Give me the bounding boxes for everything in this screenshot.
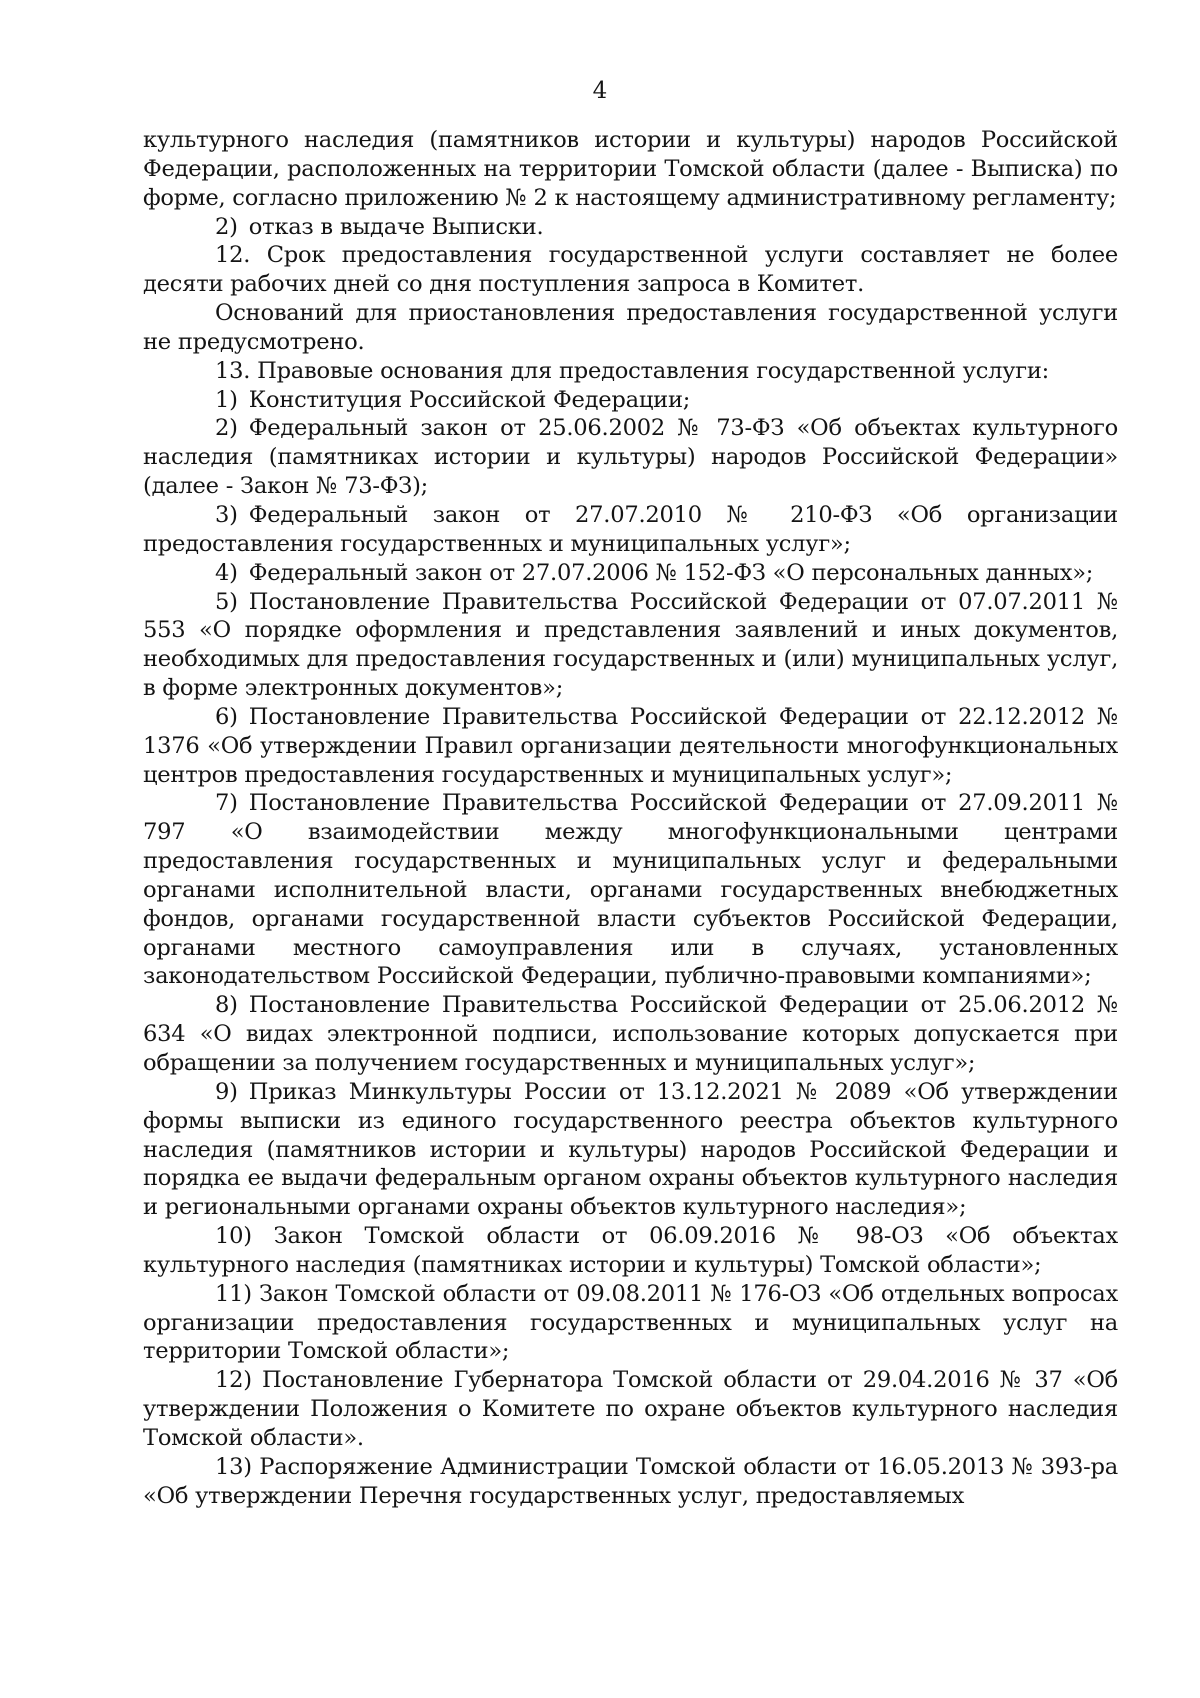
- paragraph: 1) Конституция Российской Федерации;: [215, 386, 691, 413]
- paragraph: 13) Распоряжение Администрации Томской области от 16.05.2013 № 393-ра «Об утверждении Перечня государственных услуг, предоставляемых: [143, 1453, 1118, 1509]
- paragraph: культурного наследия (памятников истории и культуры) народов Российской Федерации, расположенных на территории Томской области (далее - Выписка) по форме, согласно приложению № 2 к настоящему административному регламенту;: [143, 127, 1118, 211]
- paragraph: 2) Федеральный закон от 25.06.2002 № 73-ФЗ «Об объектах культурного наследия (памятниках истории и культуры) народов Российской Федерации» (далее - Закон № 73-ФЗ);: [143, 415, 1118, 500]
- paragraph: 12) Постановление Губернатора Томской области от 29.04.2016 № 37 «Об утверждении Положения о Комитете по охране объектов культурного наследия Томской области».: [143, 1367, 1118, 1451]
- paragraph: 12. Срок предоставления государственной услуги составляет не более десяти рабочих дней со дня поступления запроса в Комитет.: [143, 242, 1118, 298]
- paragraph: 13. Правовые основания для предоставления государственной услуги:: [215, 357, 1050, 384]
- paragraph: 8) Постановление Правительства Российской Федерации от 25.06.2012 № 634 «О видах электронной подписи, использование которых допускается при обращении за получением государственных и муниципальных услуг»;: [143, 992, 1118, 1076]
- paragraph: Оснований для приостановления предоставления государственной услуги не предусмотрено.: [143, 300, 1118, 355]
- paragraph: 3) Федеральный закон от 27.07.2010 № 210-ФЗ «Об организации предоставления государственных и муниципальных услуг»;: [143, 501, 1118, 557]
- paragraph: 5) Постановление Правительства Российской Федерации от 07.07.2011 № 553 «О порядке оформления и представления заявлений и иных документов, необходимых для предоставления государственных и (или) муниципальных услуг, в форме электронных документов»;: [143, 588, 1118, 702]
- paragraph: 6) Постановление Правительства Российской Федерации от 22.12.2012 № 1376 «Об утверждении Правил организации деятельности многофункциональных центров предоставления государственных и муниципальных услуг»;: [143, 703, 1118, 788]
- paragraph: 2) отказ в выдаче Выписки.: [215, 213, 544, 240]
- document-body: [143, 126, 1118, 1511]
- paragraph: 7) Постановление Правительства Российской Федерации от 27.09.2011 № 797 «О взаимодействии между многофункциональными центрами предоставления государственных и муниципальных услуг и федеральными органами исполнительной власти, органами государственных внебюджетных фондов, органами государственной власти субъектов Российской Федерации, органами местного самоуправления или в случаях, установленных законодательством Российской Федерации, публично-правовыми компаниями»;: [143, 790, 1118, 990]
- paragraph: 10) Закон Томской области от 06.09.2016 № 98-ОЗ «Об объектах культурного наследия (памятниках истории и культуры) Томской области»;: [143, 1223, 1118, 1278]
- page-number: 4: [592, 78, 608, 104]
- paragraph: 4) Федеральный закон от 27.07.2006 № 152-ФЗ «О персональных данных»;: [215, 559, 1094, 586]
- paragraph: 9) Приказ Минкультуры России от 13.12.2021 № 2089 «Об утверждении формы выписки из единого государственного реестра объектов культурного наследия (памятников истории и культуры) народов Российской Федерации и порядка ее выдачи федеральным органом охраны объектов культурного наследия и региональными органами охраны объектов культурного наследия»;: [143, 1078, 1118, 1221]
- paragraph: 11) Закон Томской области от 09.08.2011 № 176-ОЗ «Об отдельных вопросах организации предоставления государственных и муниципальных услуг на территории Томской области»;: [143, 1280, 1118, 1365]
